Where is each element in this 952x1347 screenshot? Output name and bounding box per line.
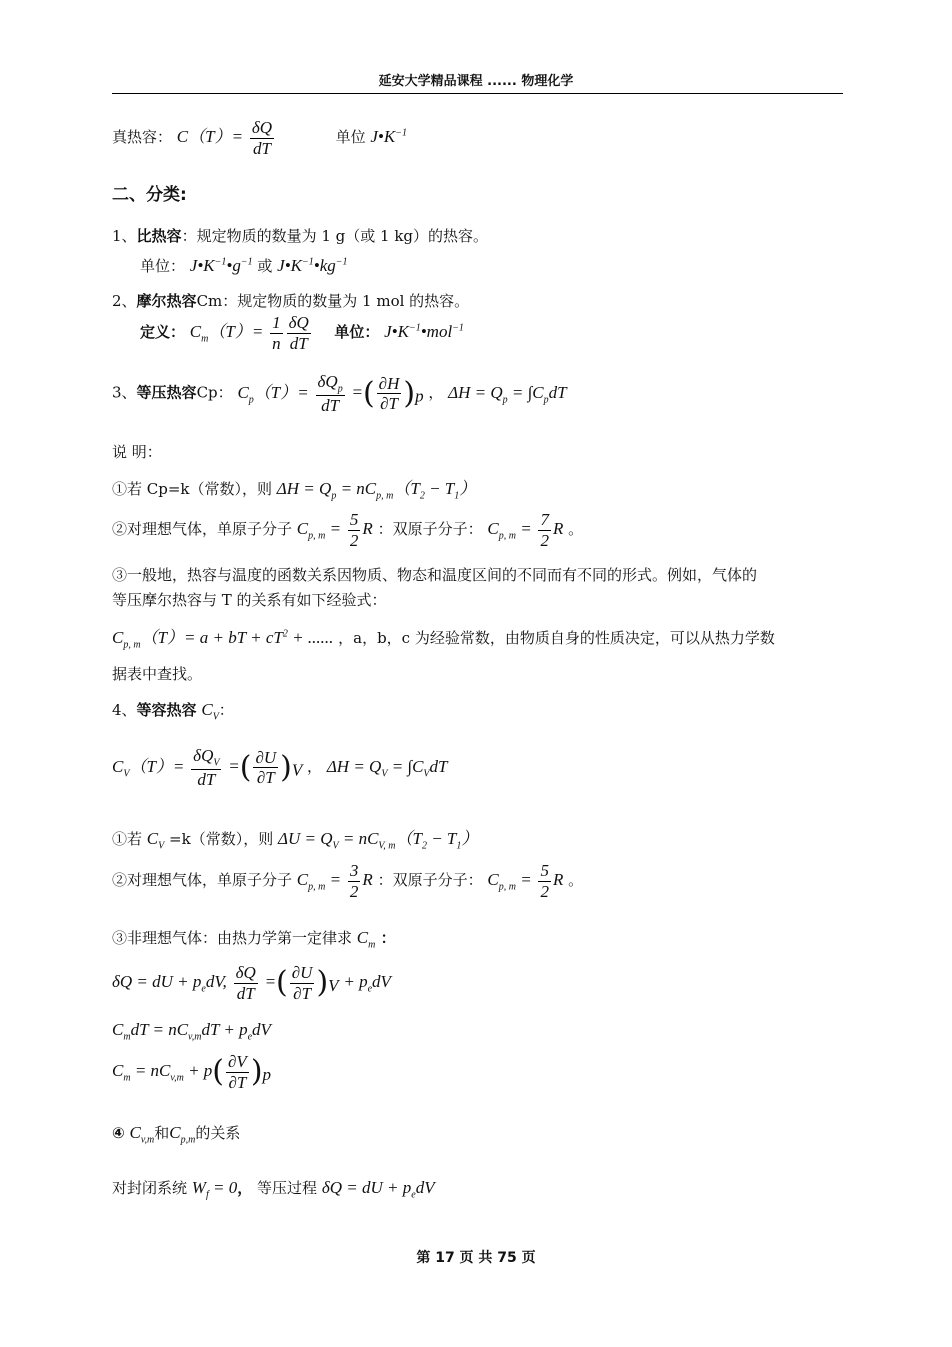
note-label: 说 明： [112, 443, 162, 461]
page-header: 延安大学精品课程 ...... 物理化学 [378, 74, 574, 89]
cv-definition: $C_V(T)=$ $\frac{\delta Q_V}{dT}$ =( $\frac{\partial U}{\partial T}$ )$_V$ ， $\Delta H = Q_V = \int C_VdT$ [112, 746, 448, 789]
equation-2: $C_mdT = nC_{v,m}dT + p_edV$ [112, 1020, 271, 1043]
cp-condition-3d: 据表中查找。 [112, 665, 203, 683]
cv-condition-3: ③非理想气体：由热力学第一定律求 $C_m$ ： [112, 928, 396, 951]
equation-3: $C_m = nC_{v,m} + p$( $\frac{\partial V}{\partial T}$ )$_p$ [112, 1052, 272, 1092]
cp-condition-2: ②对理想气体，单原子分子 $C_{p, m}$ = $\frac{5}{2}$ R ：双原子分子： $C_{p, m}$ = $\frac{7}{2}$ R 。 [112, 510, 584, 550]
header-rule [112, 93, 843, 94]
cp-condition-3c: $C_{p, m}(T)= a$ + bT + $cT^2$ + ...... ，a，b，c 为经验常数，由物质自身的性质决定，可以从热力学数 [112, 628, 775, 651]
equation-1: δQ = dU + $p_edV$, $\frac{\delta Q}{dT}$ =( $\frac{\partial U}{\partial T}$ )$_V + p_edV$ [112, 963, 391, 1003]
item1-unit-line: 单位： $J•K^{-1}•g^{-1}$ 或 $J•K^{-1}•kg^{-1}$ [140, 256, 348, 275]
true-heat-capacity-line: 真热容： C（T）= $\frac{\delta Q}{dT}$ 单位 $J•K^{-1}$ [112, 118, 407, 158]
cv-condition-1: ①若 $C_V =k$（常数），则 $\Delta U = Q_V = nC_{V, m}(T_2 - T_1)$ [112, 829, 479, 852]
closed-system-line: 对封闭系统 $W_f = 0$， 等压过程 δQ = dU + $p_edV$ [112, 1178, 435, 1201]
item3-line: 3、等压热容Cp： $C_p(T)=$ $\frac{\delta Q_p}{dT}$ =( $\frac{\partial H}{\partial T}$ )$_p$ ， $\Delta H = Q_p = \int C_pdT$ [112, 372, 567, 415]
cp-condition-3b: 等压摩尔热容与 T 的关系有如下经验式： [112, 591, 387, 609]
section-title: 二、分类: [112, 185, 187, 205]
page-number: 第 17 页 共 75 页 [416, 1250, 536, 1266]
item4-line: 4、等容热容 $C_V$： [112, 700, 234, 723]
cp-condition-1: ①若 Cp=k（常数），则 $\Delta H = Q_p = nC_{p, m}(T_2 - T_1)$ [112, 479, 477, 502]
cp-condition-3a: ③一般地，热容与温度的函数关系因物质、物态和温度区间的不同而有不同的形式。例如，气体的 [112, 566, 758, 584]
cv-condition-2: ②对理想气体，单原子分子 $C_{p, m}$ = $\frac{3}{2}$ R ：双原子分子： $C_{p, m}$ = $\frac{5}{2}$ R 。 [112, 861, 584, 901]
item1-line: 1、比热容：规定物质的数量为 1 g（或 1 kg）的热容。 [112, 227, 489, 245]
item2-definition-line: 定义： $C_m(T)=$ $\frac{1}{n}$ $\frac{\delta Q}{dT}$ 单位： $J•K^{-1}•mol^{-1}$ [140, 313, 464, 353]
cv-cp-relation: ④ $C_{v,m}$和$C_{p,m}$的关系 [112, 1123, 241, 1146]
item2-line: 2、摩尔热容Cm：规定物质的数量为 1 mol 的热容。 [112, 292, 470, 310]
